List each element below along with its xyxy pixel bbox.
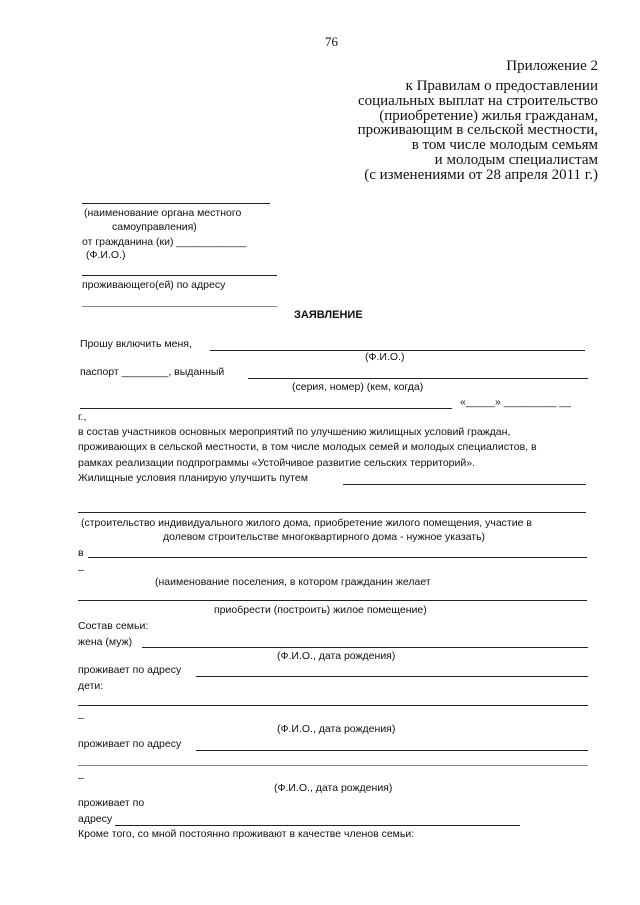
improve-method-line-2[interactable] [78,512,586,513]
spouse-address-line[interactable] [196,676,588,677]
fio-caption-addressee: (Ф.И.О.) [86,249,126,261]
authority-caption-1: (наименование органа местного [84,207,242,219]
child-address-line-2[interactable] [78,765,588,766]
in-label: в [78,547,84,559]
authority-caption-2: самоуправления) [112,221,197,233]
appendix-line: в том числе молодым семьям [411,137,598,154]
citizen-name-line[interactable] [82,275,277,276]
issued-by-line[interactable] [80,408,452,409]
appendix-title: Приложение 2 [506,58,598,74]
child-2-address-line[interactable] [115,825,520,826]
appendix-line: проживающим в сельской местности, [357,122,598,139]
appendix-line: к Правилам о предоставлении [405,78,598,94]
page-number: 76 [325,34,338,49]
settlement-caption: (наименование поселения, в котором гражданин желает [155,576,431,588]
fio-caption-applicant: (Ф.И.О.) [365,351,405,363]
improve-method-line[interactable] [343,484,586,485]
lives-at-label-3b: адресу [78,813,113,825]
appendix-line: и молодым специалистам [434,151,598,168]
acquire-caption: приобрести (построить) жилое помещение) [214,604,427,616]
paragraph-line-1: в состав участников основных мероприятий по улучшению жилищных условий граждан, [78,426,511,438]
improve-label: Жилищные условия планирую улучшить путем [78,472,308,484]
settlement-line[interactable] [88,557,587,558]
spouse-name-line[interactable] [142,647,588,648]
children-label: дети: [78,680,104,692]
option-caption-1: (строительство индивидуального жилого дома, приобретение жилого помещения, участие в [81,517,532,529]
dash-mark: – [78,564,84,576]
from-citizen-label: от гражданина (ки) ____________ [82,236,247,248]
residing-label: проживающего(ей) по адресу [82,279,226,291]
authority-line[interactable] [82,203,270,204]
dash-mark: – [78,712,84,724]
settlement-line-2[interactable] [78,600,587,601]
paragraph-line-3: рамках реализации подпрограммы «Устойчивое развитие сельских территорий». [78,457,475,469]
children-line[interactable] [78,705,588,706]
also-live-label: Кроме того, со мной постоянно проживают в качестве членов семьи: [78,828,415,840]
fio-dob-caption-2: (Ф.И.О., дата рождения) [277,723,396,735]
passport-issuer-line[interactable] [248,378,588,379]
address-line[interactable] [82,306,277,307]
lives-at-label-2: проживает по адресу [78,738,182,750]
fio-dob-caption-3: (Ф.И.О., дата рождения) [274,782,393,794]
appendix-subtitle [358,79,598,183]
paragraph-line-2: проживающих в сельской местности, в том числе молодых семей и молодых специалистов, в [78,441,537,453]
lives-at-label-1: проживает по адресу [78,664,182,676]
appendix-line: (приобретение) жилья гражданам, [379,107,598,124]
fio-dob-caption-1: (Ф.И.О., дата рождения) [277,650,396,662]
passport-caption: (серия, номер) (кем, когда) [292,381,424,393]
child-address-line[interactable] [196,750,588,751]
passport-label: паспорт ________, выданный [80,366,225,378]
family-label: Состав семьи: [78,620,149,632]
appendix-line: (с изменениями от 28 апреля 2011 г.) [364,166,598,183]
dash-mark: – [78,772,84,784]
statement-heading: ЗАЯВЛЕНИЕ [294,309,363,321]
year-mark: г., [78,411,87,423]
date-field[interactable]: «_____» _________ __ [460,396,571,408]
lives-at-label-3a: проживает по [78,797,145,809]
appendix-line: социальных выплат на строительство [357,92,598,109]
option-caption-2: долевом строительстве многоквартирного дома - нужное указать) [163,531,486,543]
request-label: Прошу включить меня, [80,338,192,350]
spouse-label: жена (муж) [78,636,133,648]
